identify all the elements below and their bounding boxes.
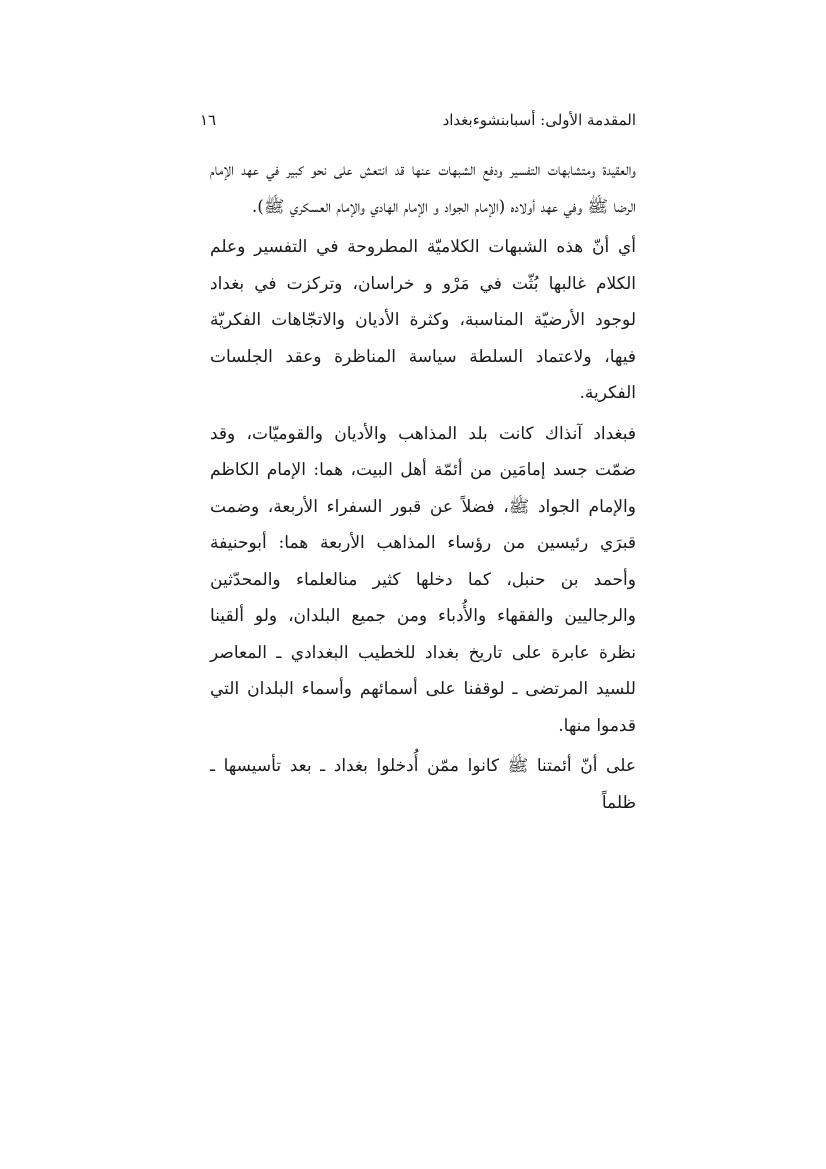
- paragraph-4: على أنّ أئمتنا ﷺ كانوا ممّن أُدخلوا بغداد ـ بعد تأسيسها ـ ظلماً: [210, 756, 636, 813]
- header-title: المقدمة الأولى: أسبابنشوءبغداد: [442, 111, 636, 129]
- paragraph-1: والعقيدة ومتشابهات التفسير ودفع الشبهات عنها قد انتعش على نحو كبير في عهد الإمام الرضا ﷺ وفي عهد أولاده (الإمام الجواد و الإمام الهادي والإمام العسكري ﷺ).: [210, 160, 636, 217]
- paragraph-2: أي أنّ هذه الشبهات الكلاميّة المطروحة في التفسير وعلم الكلام غالبها بُثّت في مَرْو و خراسان، وتركزت في بغداد لوجود الأرضيّة المناسبة، وكثرة الأديان والاتجّاهات الفكريّة فيها، ولاعتماد السلطة سياسة المناظرة وعقد الجلسات الفكرية.: [210, 237, 636, 403]
- body-text: [210, 152, 636, 825]
- paragraph-3: فبغداد آنذاك كانت بلد المذاهب والأديان والقوميّات، وقد ضمّت جسد إمامَين من أئمّة أهل البيت، هما: الإمام الكاظم والإمام الجواد ﷺ، فضلاً عن قبور السفراء الأربعة، وضمت قبرَي رئيسين من رؤساء المذاهب الأربعة هما: أبوحنيفة وأحمد بن حنبل، كما دخلها كثير منالعلماء والمحدّثين والرجاليين والفقهاء والأُدباء ومن جميع البلدان، ولو ألقينا نظرة عابرة على تاريخ بغداد للخطيب البغدادي ـ المعاصر للسيد المرتضى ـ لوقفنا على أسمائهم وأسماء البلدان التي قدموا منها.: [210, 423, 636, 736]
- running-header: [200, 108, 636, 132]
- page-number: ١٦: [200, 111, 217, 129]
